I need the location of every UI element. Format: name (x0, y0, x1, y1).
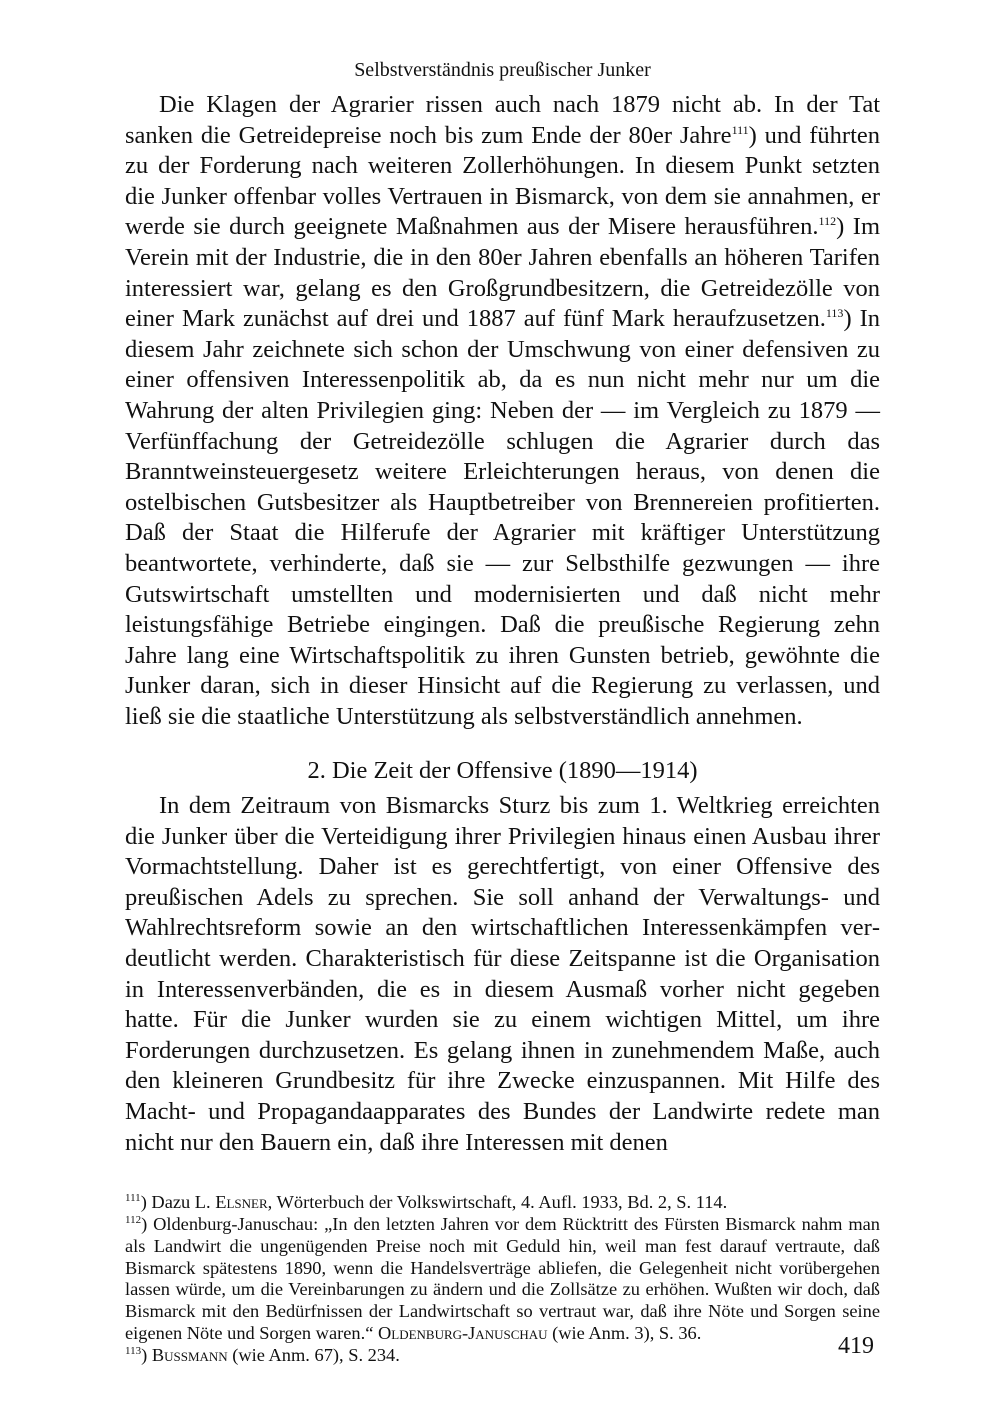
footnote-number: 112 (125, 1213, 142, 1226)
footnote-ref-113[interactable]: 113 (825, 306, 844, 321)
paragraph-text: ) In diesem Jahr zeichnete sich schon der Umschwung von einer defensiven zu einer offensiven Interessenpolitik ab, da es nun nicht mehr nur um die Wahrung der alten Privilegien ging: Neben der — im Vergleich zu 1879 — Verfünffachung der Getreidezölle schlugen die Agrarier durch das Branntweinsteuergesetz weitere Erleichterungen heraus, von denen die ostelbischen Gutsbesitzer als Hauptbetreiber von Brennereien profitierten. Daß der Staat die Hilferufe der Agrarier mit kräftiger Unterstützung beantwortete, verhinderte, daß sie — zur Selbsthilfe gezwungen — ihre Gutswirtschaft umstellten und modernisierten und daß nicht mehr leistungsfähige Betriebe eingingen. Daß die preußische Regierung zehn Jahre lang eine Wirtschaftspolitik zu ihren Gunsten betrieb, gewöhnte die Junker daran, sich in dieser Hinsicht auf die Regierung zu verlassen, und ließ sie die staatliche Unterstützung als selbstverständlich annehmen. (125, 305, 880, 730)
footnote-113 (125, 1345, 880, 1367)
footnote-ref-112[interactable]: 112 (818, 214, 837, 229)
footnote-text: ) (141, 1344, 152, 1365)
footnote-number: 113 (125, 1344, 142, 1357)
section-heading: 2. Die Zeit der Offensive (1890—1914) (307, 757, 698, 785)
footnote-text: ) Oldenburg-Januschau: „In den letzten Jahren vor dem Rücktritt des Fürsten Bismarck nahm man als Landwirt die ungenügenden Preise noch mit Geduld hin, weil man fest darauf vertraute, daß Bismarck spätestens 1890, wenn die Handelsverträge abliefen, die Gelegenheit nicht vorübergehen lassen würde, um die Vereinbarungen zu ändern und die Zollsätze zu erhöhen. Wußten wir doch, daß Bismarck mit den Bedürfnissen der Landwirtschaft so vertraut war, daß ihre Nöte und Sorgen seine eigenen Nöte und Sorgen waren.“ (125, 1213, 880, 1343)
page-number: 419 (838, 1333, 874, 1359)
footnote-text: ) Dazu L. (140, 1192, 216, 1213)
footnote-111 (125, 1192, 880, 1214)
running-head: Selbstverständnis preußischer Junker (354, 59, 651, 81)
footnote-author: Oldenburg-Januschau (377, 1322, 548, 1343)
page (125, 56, 880, 1367)
body-paragraph-1 (125, 90, 880, 732)
body-paragraph-2: In dem Zeitraum von Bismarcks Sturz bis zum 1. Weltkrieg erreichten die Junker über die Verteidigung ihrer Privilegien hinaus einen Ausbau ihrer Vormachtstellung. Daher ist es gerechtfertigt, von einer Offensive des preußischen Adels zu sprechen. Sie soll anhand der Verwaltungs- und Wahlrechtsreform sowie an den wirtschaftlichen Interessenkämpfen verdeutlicht werden. Charakteristisch für diese Zeitspanne ist die Organisation in Interessenverbänden, die es in diesem Ausmaß vorher nicht gegeben hatte. Für die Junker wurden sie zu einem wichtigen Mittel, um ihre Forderungen durchzusetzen. Es gelang ihnen in zunehmendem Maße, auch den kleineren Grundbesitz für ihre Zwecke einzuspannen. Mit Hilfe des Macht- und Propagandaapparates des Bundes der Landwirte redete man nicht nur den Bauern ein, daß ihre Interessen mit denen (125, 792, 880, 1156)
footnote-text: (wie Anm. 67), S. 234. (227, 1344, 400, 1365)
footnote-text: , Wörterbuch der Volkswirtschaft, 4. Aufl. 1933, Bd. 2, S. 114. (267, 1192, 728, 1213)
paragraph-text: ) und führten zu der Forderung nach weiteren Zollerhöhungen. In diesem Punkt setzten die Junker offenbar volles Vertrauen in Bismarck, von dem sie annahmen, er werde sie durch geeignete Maßnahmen aus der Misere herausführen. (125, 121, 880, 241)
footnote-author: Bussmann (151, 1344, 228, 1365)
footnote-ref-111[interactable]: 111 (731, 122, 749, 137)
footnote-text: (wie Anm. 3), S. 36. (547, 1322, 702, 1343)
paragraph-text: ) Im Verein mit der Industrie, die in den 80er Jahren ebenfalls an höheren Tarifen interessiert war, gelang es den Großgrundbesitzern, die Getreidezölle von einer Mark zunächst auf drei und 1887 auf fünf Mark heraufzusetzen. (125, 213, 880, 333)
footnote-author: Elsner (215, 1192, 268, 1213)
footnote-112 (125, 1214, 880, 1345)
footnotes (125, 1192, 880, 1366)
paragraph-text: Die Klagen der Agrarier rissen auch nach 1879 nicht ab. In der Tat sanken die Getreidepreise noch bis zum Ende der 80er Jahre (125, 91, 880, 149)
footnote-number: 111 (125, 1192, 141, 1205)
